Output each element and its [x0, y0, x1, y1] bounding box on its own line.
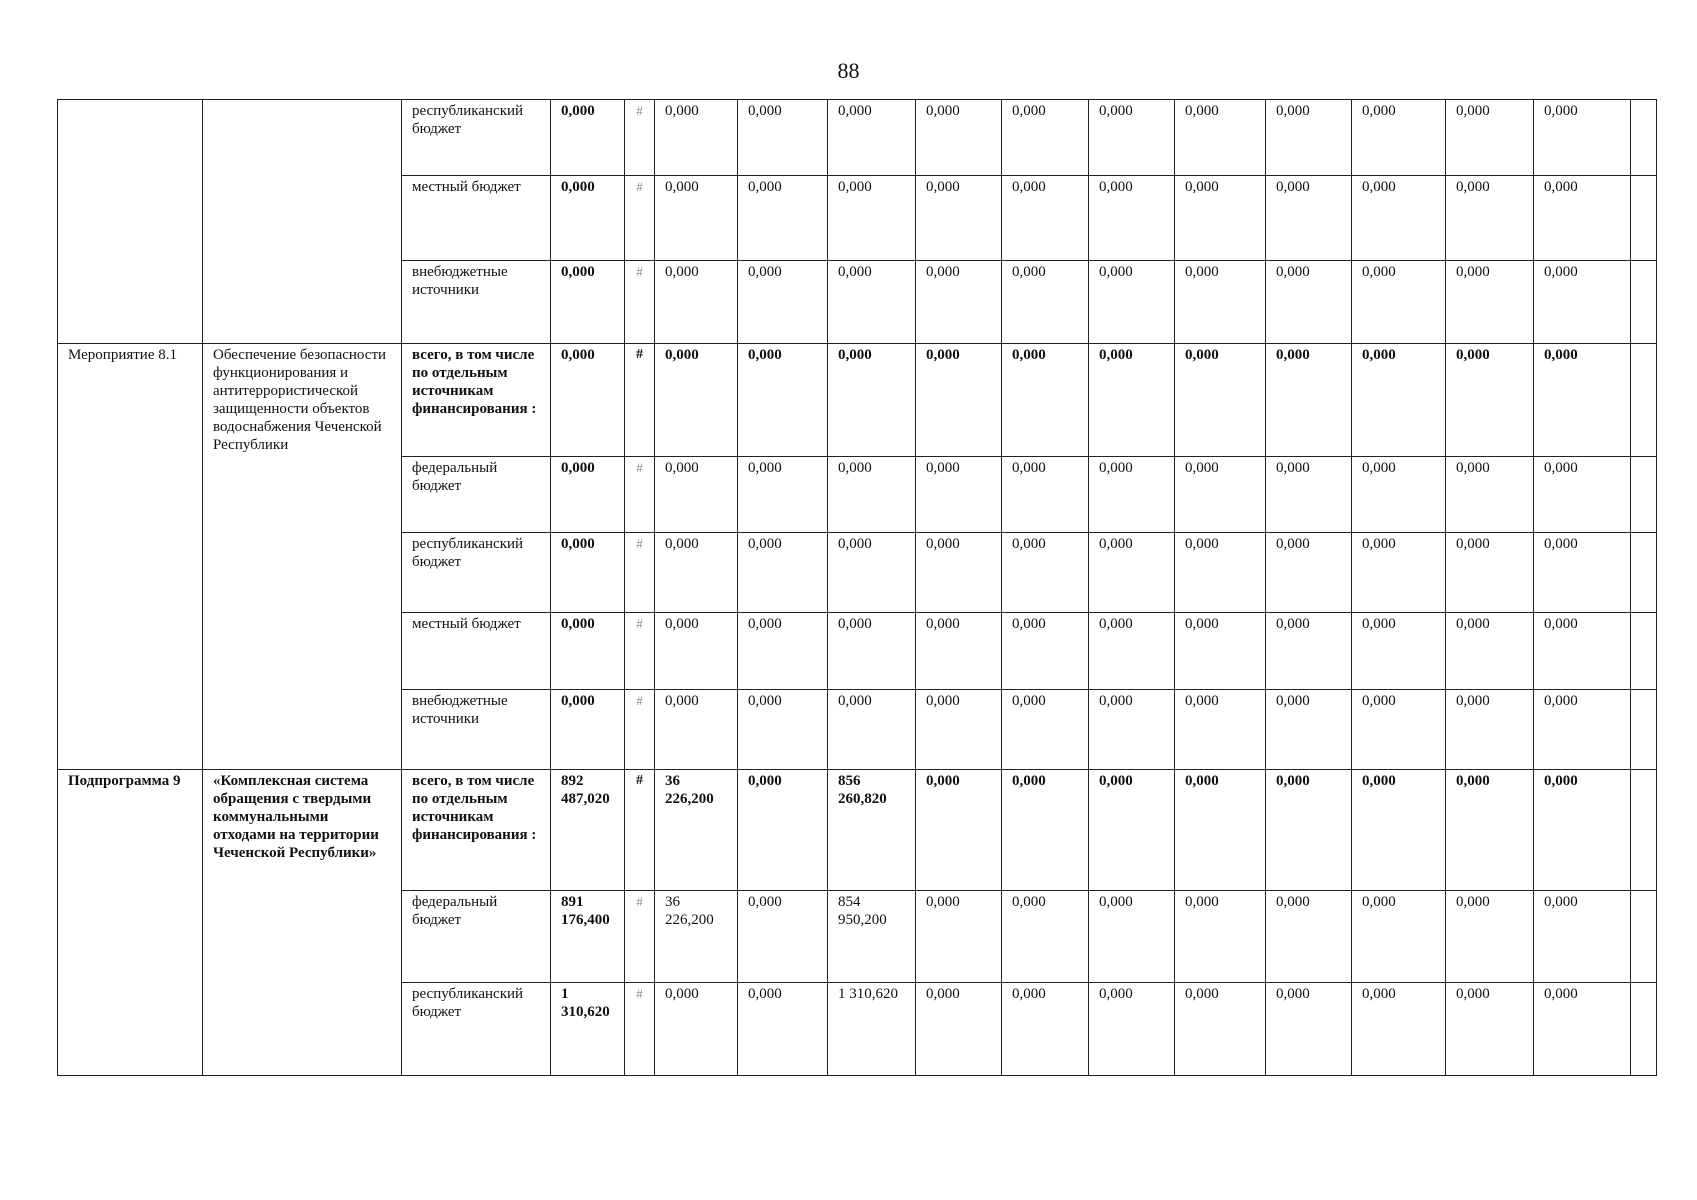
hash-cell: #: [625, 533, 655, 613]
empty-cell: [1631, 983, 1657, 1076]
year-value-cell: 0,000: [1089, 176, 1175, 261]
year-value-cell: 0,000: [1352, 261, 1446, 344]
year-value-cell: 0,000: [655, 690, 738, 770]
year-value-cell: 0,000: [655, 344, 738, 457]
empty-cell: [1631, 690, 1657, 770]
year-value-cell: 0,000: [738, 344, 828, 457]
year-value-cell: 0,000: [1266, 983, 1352, 1076]
year-value-cell: 0,000: [1002, 344, 1089, 457]
total-cell: 0,000: [551, 457, 625, 533]
year-value-cell: 0,000: [738, 690, 828, 770]
hash-cell: #: [625, 690, 655, 770]
year-value-cell: 0,000: [1175, 261, 1266, 344]
empty-cell: [1631, 770, 1657, 891]
year-value-cell: 0,000: [1446, 983, 1534, 1076]
year-value-cell: 0,000: [1352, 100, 1446, 176]
hash-cell: #: [625, 983, 655, 1076]
year-value-cell: 0,000: [828, 344, 916, 457]
empty-cell: [1631, 261, 1657, 344]
year-value-cell: 0,000: [655, 457, 738, 533]
table-row: [58, 100, 1657, 176]
year-value-cell: 0,000: [738, 176, 828, 261]
year-value-cell: 0,000: [1175, 983, 1266, 1076]
year-value-cell: 0,000: [1266, 176, 1352, 261]
year-value-cell: 0,000: [738, 983, 828, 1076]
funding-source-cell: внебюджетные источники: [402, 690, 551, 770]
funding-source-cell: местный бюджет: [402, 613, 551, 690]
total-cell: 0,000: [551, 690, 625, 770]
year-value-cell: 0,000: [1266, 457, 1352, 533]
year-value-cell: 0,000: [1352, 770, 1446, 891]
year-value-cell: 0,000: [1352, 344, 1446, 457]
year-value-cell: 0,000: [1089, 533, 1175, 613]
funding-source-cell: федеральный бюджет: [402, 891, 551, 983]
program-description-cell: Обеспечение безопасности функционирования и антитеррористической защищенности объектов водоснабжения Чеченской Республики: [203, 344, 402, 770]
year-value-cell: 0,000: [1002, 690, 1089, 770]
year-value-cell: 0,000: [1534, 261, 1631, 344]
year-value-cell: 0,000: [1089, 261, 1175, 344]
year-value-cell: 0,000: [1352, 690, 1446, 770]
year-value-cell: 0,000: [1534, 100, 1631, 176]
total-cell: 0,000: [551, 261, 625, 344]
year-value-cell: 0,000: [1002, 983, 1089, 1076]
year-value-cell: 0,000: [916, 770, 1002, 891]
hash-cell: #: [625, 770, 655, 891]
total-cell: 0,000: [551, 176, 625, 261]
hash-cell: #: [625, 100, 655, 176]
year-value-cell: 0,000: [1446, 690, 1534, 770]
year-value-cell: 0,000: [828, 457, 916, 533]
year-value-cell: 0,000: [1002, 613, 1089, 690]
year-value-cell: 0,000: [916, 344, 1002, 457]
year-value-cell: 0,000: [1446, 457, 1534, 533]
year-value-cell: 0,000: [828, 613, 916, 690]
year-value-cell: 0,000: [1089, 891, 1175, 983]
program-label-cell: Подпрограмма 9: [58, 770, 203, 1076]
year-value-cell: 0,000: [1266, 533, 1352, 613]
year-value-cell: 0,000: [828, 261, 916, 344]
total-cell: 0,000: [551, 533, 625, 613]
year-value-cell: 0,000: [655, 100, 738, 176]
year-value-cell: 0,000: [1352, 891, 1446, 983]
year-value-cell: 36 226,200: [655, 891, 738, 983]
year-value-cell: 0,000: [655, 261, 738, 344]
total-cell: 0,000: [551, 613, 625, 690]
year-value-cell: 0,000: [1446, 613, 1534, 690]
table-row: [58, 770, 1657, 891]
year-value-cell: 0,000: [1446, 100, 1534, 176]
year-value-cell: 0,000: [1534, 457, 1631, 533]
year-value-cell: 0,000: [1534, 613, 1631, 690]
empty-cell: [1631, 176, 1657, 261]
program-description-cell: «Комплексная система обращения с твердыми коммунальными отходами на территории Чеченской Республики»: [203, 770, 402, 1076]
year-value-cell: 0,000: [738, 261, 828, 344]
hash-cell: #: [625, 261, 655, 344]
year-value-cell: 0,000: [1175, 690, 1266, 770]
year-value-cell: 0,000: [1266, 261, 1352, 344]
year-value-cell: 0,000: [1002, 533, 1089, 613]
program-label-cell: Мероприятие 8.1: [58, 344, 203, 770]
year-value-cell: 0,000: [1266, 770, 1352, 891]
year-value-cell: 36 226,200: [655, 770, 738, 891]
year-value-cell: 0,000: [916, 176, 1002, 261]
year-value-cell: 1 310,620: [828, 983, 916, 1076]
funding-source-cell: федеральный бюджет: [402, 457, 551, 533]
year-value-cell: 0,000: [1089, 613, 1175, 690]
year-value-cell: 0,000: [655, 613, 738, 690]
year-value-cell: 0,000: [1352, 533, 1446, 613]
year-value-cell: 0,000: [1266, 613, 1352, 690]
year-value-cell: 0,000: [828, 690, 916, 770]
hash-cell: #: [625, 344, 655, 457]
total-cell: 0,000: [551, 100, 625, 176]
budget-table: [57, 99, 1657, 1076]
funding-source-cell: всего, в том числе по отдельным источникам финансирования :: [402, 344, 551, 457]
empty-cell: [1631, 457, 1657, 533]
year-value-cell: 0,000: [1089, 770, 1175, 891]
hash-cell: #: [625, 891, 655, 983]
empty-cell: [1631, 344, 1657, 457]
year-value-cell: 0,000: [1266, 891, 1352, 983]
year-value-cell: 0,000: [738, 770, 828, 891]
year-value-cell: 0,000: [916, 261, 1002, 344]
year-value-cell: 0,000: [916, 983, 1002, 1076]
page-number: 88: [837, 58, 860, 83]
year-value-cell: 0,000: [916, 891, 1002, 983]
total-cell: 1 310,620: [551, 983, 625, 1076]
year-value-cell: 0,000: [1534, 533, 1631, 613]
year-value-cell: 0,000: [1534, 344, 1631, 457]
year-value-cell: 0,000: [1089, 344, 1175, 457]
year-value-cell: 0,000: [1534, 983, 1631, 1076]
year-value-cell: 0,000: [1089, 983, 1175, 1076]
year-value-cell: 0,000: [1534, 770, 1631, 891]
year-value-cell: 0,000: [1175, 770, 1266, 891]
empty-cell: [1631, 613, 1657, 690]
year-value-cell: 0,000: [1002, 100, 1089, 176]
hash-cell: #: [625, 613, 655, 690]
year-value-cell: 0,000: [738, 457, 828, 533]
empty-cell: [1631, 100, 1657, 176]
year-value-cell: 0,000: [738, 891, 828, 983]
total-cell: 891 176,400: [551, 891, 625, 983]
year-value-cell: 0,000: [1002, 261, 1089, 344]
year-value-cell: 0,000: [655, 533, 738, 613]
year-value-cell: 0,000: [916, 457, 1002, 533]
year-value-cell: 0,000: [1446, 344, 1534, 457]
year-value-cell: 856 260,820: [828, 770, 916, 891]
year-value-cell: 0,000: [1352, 176, 1446, 261]
year-value-cell: 0,000: [1352, 613, 1446, 690]
funding-source-cell: республиканский бюджет: [402, 983, 551, 1076]
year-value-cell: 0,000: [1175, 613, 1266, 690]
total-cell: 0,000: [551, 344, 625, 457]
year-value-cell: 0,000: [1175, 100, 1266, 176]
year-value-cell: 0,000: [1446, 261, 1534, 344]
year-value-cell: 0,000: [828, 100, 916, 176]
year-value-cell: 0,000: [1266, 100, 1352, 176]
year-value-cell: 0,000: [655, 983, 738, 1076]
table-row: [58, 344, 1657, 457]
year-value-cell: 0,000: [916, 690, 1002, 770]
year-value-cell: 0,000: [1534, 690, 1631, 770]
year-value-cell: 0,000: [916, 533, 1002, 613]
year-value-cell: 0,000: [1002, 770, 1089, 891]
program-description-cell: [203, 100, 402, 344]
hash-cell: #: [625, 176, 655, 261]
year-value-cell: 0,000: [1002, 176, 1089, 261]
total-cell: 892 487,020: [551, 770, 625, 891]
year-value-cell: 0,000: [1446, 891, 1534, 983]
year-value-cell: 0,000: [1175, 533, 1266, 613]
year-value-cell: 0,000: [1266, 344, 1352, 457]
year-value-cell: 0,000: [738, 100, 828, 176]
year-value-cell: 0,000: [1175, 891, 1266, 983]
year-value-cell: 0,000: [828, 176, 916, 261]
year-value-cell: 0,000: [1534, 891, 1631, 983]
year-value-cell: 0,000: [916, 100, 1002, 176]
year-value-cell: 0,000: [1002, 891, 1089, 983]
year-value-cell: 0,000: [1175, 457, 1266, 533]
year-value-cell: 0,000: [1446, 533, 1534, 613]
funding-source-cell: республиканский бюджет: [402, 100, 551, 176]
funding-source-cell: местный бюджет: [402, 176, 551, 261]
funding-source-cell: внебюджетные источники: [402, 261, 551, 344]
year-value-cell: 0,000: [1446, 770, 1534, 891]
year-value-cell: 0,000: [1534, 176, 1631, 261]
year-value-cell: 0,000: [1175, 176, 1266, 261]
year-value-cell: 0,000: [1002, 457, 1089, 533]
year-value-cell: 0,000: [916, 613, 1002, 690]
year-value-cell: 0,000: [828, 533, 916, 613]
empty-cell: [1631, 533, 1657, 613]
year-value-cell: 854 950,200: [828, 891, 916, 983]
year-value-cell: 0,000: [1266, 690, 1352, 770]
year-value-cell: 0,000: [1352, 983, 1446, 1076]
year-value-cell: 0,000: [1352, 457, 1446, 533]
funding-source-cell: республиканский бюджет: [402, 533, 551, 613]
program-label-cell: [58, 100, 203, 344]
year-value-cell: 0,000: [655, 176, 738, 261]
year-value-cell: 0,000: [1089, 457, 1175, 533]
year-value-cell: 0,000: [1446, 176, 1534, 261]
empty-cell: [1631, 891, 1657, 983]
year-value-cell: 0,000: [738, 613, 828, 690]
year-value-cell: 0,000: [1089, 690, 1175, 770]
year-value-cell: 0,000: [1089, 100, 1175, 176]
funding-source-cell: всего, в том числе по отдельным источникам финансирования :: [402, 770, 551, 891]
year-value-cell: 0,000: [738, 533, 828, 613]
hash-cell: #: [625, 457, 655, 533]
year-value-cell: 0,000: [1175, 344, 1266, 457]
